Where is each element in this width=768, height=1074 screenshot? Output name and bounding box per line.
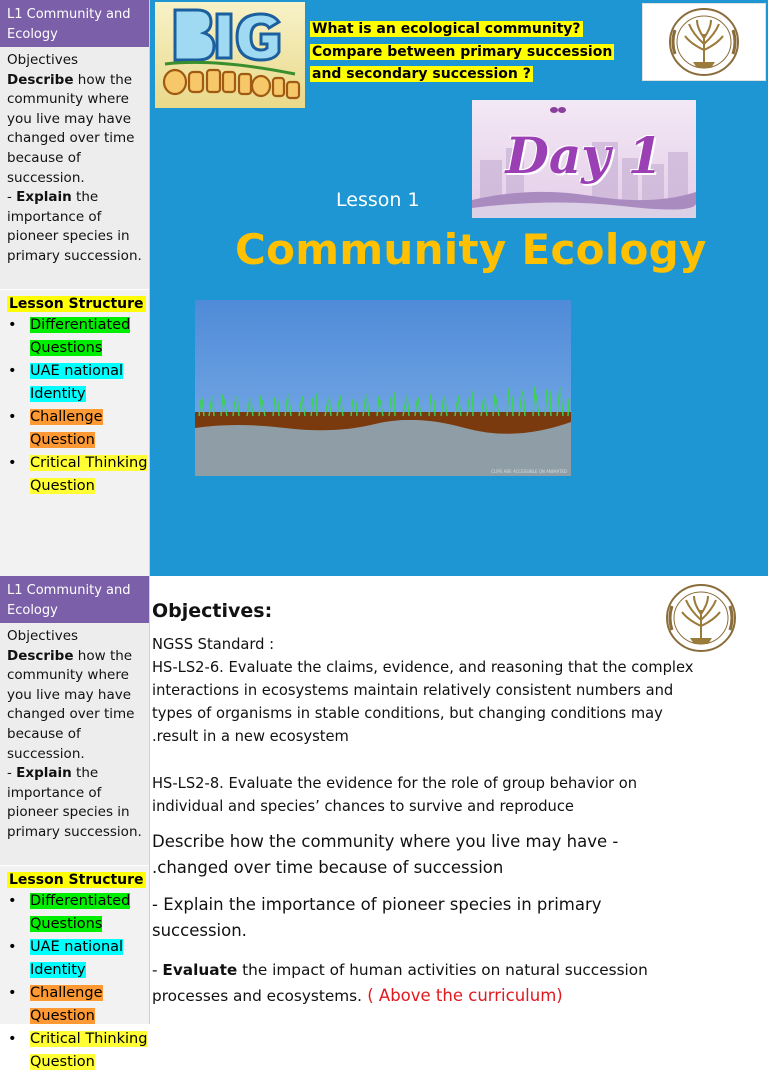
lesson-structure-list [0, 314, 149, 498]
explain-text: the importance of pioneer species in primary succession. [7, 189, 142, 264]
slide-2 [0, 576, 768, 1070]
big-question-text: What is an ecological community? Compare between primary succession and secondary succession ? [312, 21, 613, 82]
list-item: • Differentiated Questions [8, 317, 131, 356]
explain-prefix: - [7, 765, 17, 782]
describe-keyword: Describe [7, 71, 74, 88]
ngss-standard-2: HS-LS2-8. Evaluate the evidence for the role of group behavior on individual and species’ chances to survive and reproduce [152, 775, 638, 815]
above-curriculum-note: ( Above the curriculum) [361, 986, 563, 1005]
school-emblem-icon [643, 4, 765, 80]
list-item: • Differentiated Questions [8, 893, 131, 932]
objective-evaluate: - Evaluate the impact of human activities on natural succession processes and ecosystems. ( Above the curriculum) [152, 961, 648, 1005]
list-item: • Challenge Question [8, 985, 103, 1024]
objectives-label: Objectives [7, 628, 79, 644]
lesson-structure-label: Lesson Structure [9, 872, 144, 888]
objectives-heading: Objectives: [152, 600, 273, 622]
sidebar-title: L1 Community and Ecology [0, 0, 149, 47]
evaluate-keyword: Evaluate [162, 961, 238, 979]
list-item: • Critical Thinking Question [8, 455, 148, 494]
slide-2-main [152, 576, 768, 1024]
day-1-banner [472, 100, 696, 218]
day-1-label: Day 1 [505, 126, 663, 185]
big-questions-logo [155, 2, 305, 108]
ngss-standard-1: HS-LS2-6. Evaluate the claims, evidence, and reasoning that the complex interactions in ecosystems maintain relatively consistent numbers and types of organisms in stable conditions, but changing conditions may .result in a new ecosystem [152, 659, 694, 745]
objective-describe [7, 647, 143, 765]
slide-1-main [150, 0, 768, 576]
explain-keyword: Explain [16, 765, 72, 782]
explain-prefix: - [7, 189, 17, 206]
describe-text: how the community where you live may have changed over time because of succession. [7, 647, 135, 762]
page-title: Community Ecology [235, 225, 707, 274]
lesson-structure-list [0, 890, 149, 1074]
lesson-structure-label: Lesson Structure [9, 296, 144, 312]
objective-explain-full: - Explain the importance of pioneer species in primary succession. [152, 895, 602, 940]
list-item: • Challenge Question [8, 409, 103, 448]
explain-keyword: Explain [16, 189, 72, 206]
objective-explain [7, 188, 143, 266]
school-logo [642, 3, 766, 81]
objectives-label: Objectives [7, 52, 79, 68]
objective-describe [7, 71, 143, 189]
sidebar [0, 0, 150, 576]
scene-credit: CLIPS ARE ACCESSIBLE ON ANIMATED [491, 469, 567, 474]
sidebar-objectives [0, 623, 149, 866]
sidebar-title: L1 Community and Ecology [0, 576, 149, 623]
list-item: • UAE national Identity [8, 363, 124, 402]
ngss-label: NGSS Standard : [152, 636, 275, 653]
describe-text: how the community where you live may have changed over time because of succession. [7, 71, 135, 186]
sidebar-objectives [0, 47, 149, 290]
lesson-number: Lesson 1 [336, 189, 420, 211]
objective-explain [7, 764, 143, 842]
succession-scene-image [195, 300, 571, 476]
list-item: • Critical Thinking Question [8, 1031, 148, 1070]
objective-describe-full: Describe how the community where you live may have - .changed over time because of succession [152, 832, 619, 877]
list-item: • UAE national Identity [8, 939, 124, 978]
explain-text: the importance of pioneer species in primary succession. [7, 765, 142, 840]
describe-keyword: Describe [7, 647, 74, 664]
sidebar [0, 576, 150, 1070]
